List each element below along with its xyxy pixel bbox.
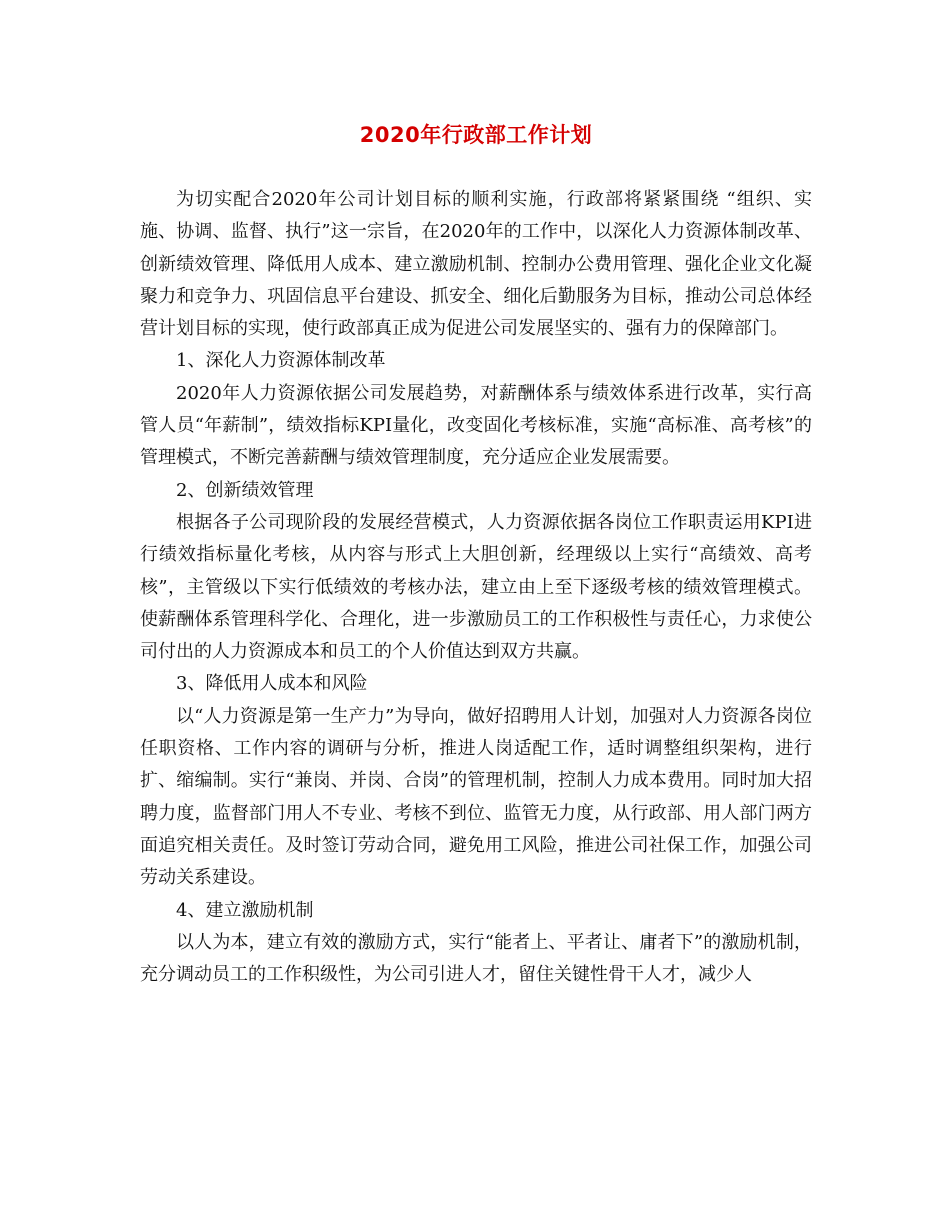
section-heading-1: 1、深化人力资源体制改革 <box>176 350 386 372</box>
section-paragraph-2: 根据各子公司现阶段的发展经营模式，人力资源依据各岗位工作职责运用KPI进行绩效指标量化考核，从内容与形式上大胆创新，经理级以上实行“高绩效、高考核”，主管级以下实行低绩效的考核办法，建立由上至下逐级考核的绩效管理模式。使薪酬体系管理科学化、合理化，进一步激励员工的工作积极性与责任心，力求使公司付出的人力资源成本和员工的个人价值达到双方共赢。 <box>140 511 812 663</box>
section-heading-2: 2、创新绩效管理 <box>176 479 314 501</box>
document-body <box>140 184 812 991</box>
intro-paragraph: 为切实配合2020年公司计划目标的顺利实施，行政部将紧紧围绕 “组织、实施、协调、监督、执行”这一宗旨，在2020年的工作中，以深化人力资源体制改革、创新绩效管理、降低用人成本、建立激励机制、控制办公费用管理、强化企业文化凝聚力和竞争力、巩固信息平台建设、抓安全、细化后勤服务为目标，推动公司总体经营计划目标的实现，使行政部真正成为促进公司发展坚实的、强有力的保障部门。 <box>140 189 812 340</box>
section-heading-4: 4、建立激励机制 <box>176 899 314 921</box>
section-paragraph-4: 以人为本，建立有效的激励方式，实行“能者上、平者让、庸者下”的激励机制，充分调动员工的工作积级性，为公司引进人才，留住关键性骨干人才，减少人 <box>140 931 812 986</box>
section-paragraph-3: 以“人力资源是第一生产力”为导向，做好招聘用人计划，加强对人力资源各岗位任职资格、工作内容的调研与分析，推进人岗适配工作，适时调整组织架构，进行扩、缩编制。实行“兼岗、并岗、合岗”的管理机制，控制人力成本费用。同时加大招聘力度，监督部门用人不专业、考核不到位、监管无力度，从行政部、用人部门两方面追究相关责任。及时签订劳动合同，避免用工风险，推进公司社保工作，加强公司劳动关系建设。 <box>140 705 812 889</box>
section-heading-3: 3、降低用人成本和风险 <box>176 673 368 695</box>
section-paragraph-1: 2020年人力资源依据公司发展趋势，对薪酬体系与绩效体系进行改革，实行高管人员“年薪制”，绩效指标KPI量化，改变固化考核标准，实施“高标准、高考核”的管理模式，不断完善薪酬与绩效管理制度，充分适应企业发展需要。 <box>140 382 812 469</box>
document-title: 2020年行政部工作计划 <box>359 123 593 147</box>
